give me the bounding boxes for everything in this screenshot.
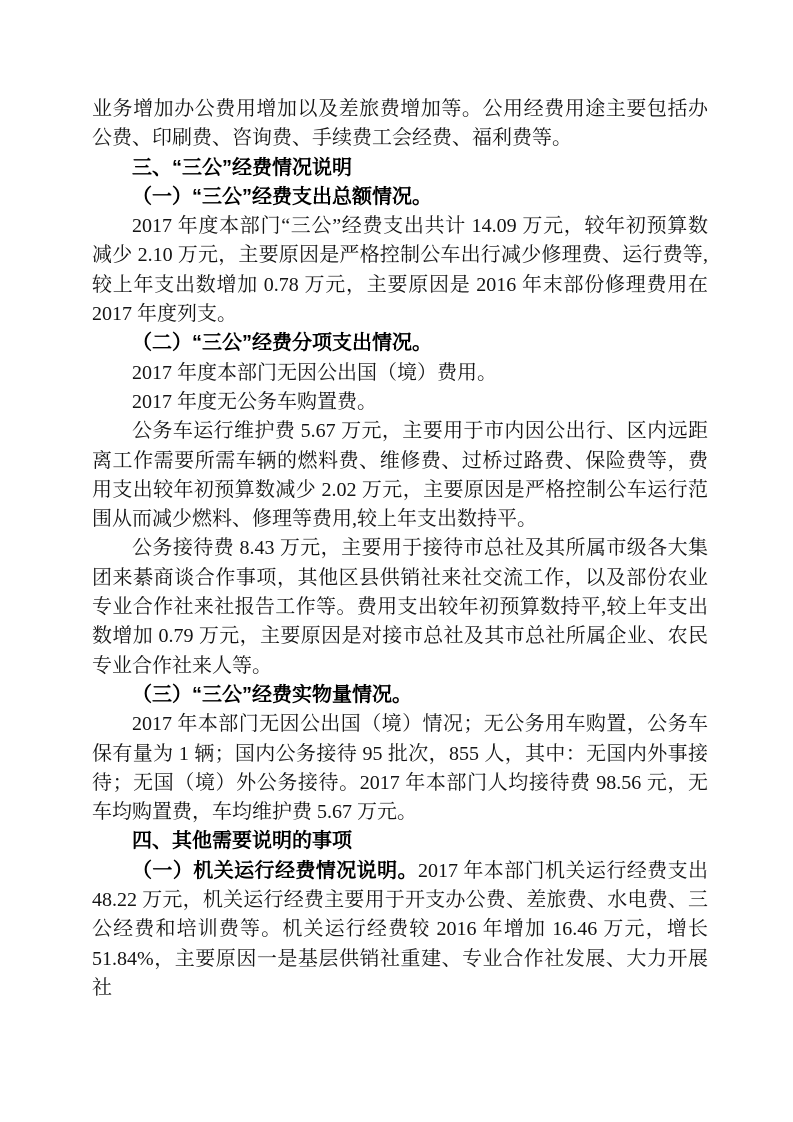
subsection-heading-total-expenditure: （一）“三公”经费支出总额情况。 xyxy=(132,185,432,208)
paragraph-operating-expenses-text: 2017 年本部门机关运行经费支出 48.22 万元，机关运行经费主要用于开支办公费、差旅费、水电费、三公经费和培训费等。机关运行经费较 2016 年增加 16.46 万元，增长 51.84%，主要原因一是基层供销社重建、专业合作社发展、大力开展社 xyxy=(92,859,709,999)
paragraph-operating-expenses xyxy=(92,857,708,1003)
inline-heading-operating-expenses: （一）机关运行经费情况说明。 xyxy=(132,859,418,882)
paragraph-vehicle-maintenance: 公务车运行维护费 5.67 万元，主要用于市内因公出行、区内远距离工作需要所需车辆的燃料费、维修费、过桥过路费、保险费等，费用支出较年初预算数减少 2.02 万元，主要原因是严格控制公车运行范围从而减少燃料、修理等费用,较上年支出数持平。 xyxy=(92,420,708,531)
subsection-heading-itemized-expenditure: （二）“三公”经费分项支出情况。 xyxy=(132,332,432,355)
paragraph-physical-quantity-detail: 2017 年本部门无因公出国（境）情况；无公务用车购置，公务车保有量为 1 辆；国内公务接待 95 批次，855 人，其中：无国内外事接待；无国（境）外公务接待。2017 年本部门人均接待费 98.56 元，无车均购置费，车均维护费 5.67 万元。 xyxy=(92,713,708,824)
paragraph-no-overseas-travel: 2017 年度本部门无因公出国（境）费用。 xyxy=(132,361,497,384)
paragraph-total-expenditure-detail: 2017 年度本部门“三公”经费支出共计 14.09 万元，较年初预算数减少 2.10 万元，主要原因是严格控制公车出行减少修理费、运行费等,较上年支出数增加 0.78 万元，主要原因是 2016 年末部份修理费用在 2017 年度列支。 xyxy=(92,215,708,326)
subsection-heading-physical-quantity: （三）“三公”经费实物量情况。 xyxy=(132,683,412,706)
paragraph-public-funds-continuation: 业务增加办公费用增加以及差旅费增加等。公用经费用途主要包括办公费、印刷费、咨询费、手续费工会经费、福利费等。 xyxy=(92,98,708,150)
section-heading-three-public-expenses: 三、“三公”经费情况说明 xyxy=(132,156,352,179)
paragraph-no-vehicle-purchase: 2017 年度无公务车购置费。 xyxy=(132,390,377,413)
document-body xyxy=(92,95,708,1003)
paragraph-official-reception: 公务接待费 8.43 万元，主要用于接待市总社及其所属市级各大集团来綦商谈合作事项，其他区县供销社来社交流工作，以及部份农业专业合作社来社报告工作等。费用支出较年初预算数持平,较上年支出数增加 0.79 万元，主要原因是对接市总社及其市总社所属企业、农民专业合作社来人等。 xyxy=(92,537,708,677)
section-heading-other-matters: 四、其他需要说明的事项 xyxy=(132,830,352,853)
